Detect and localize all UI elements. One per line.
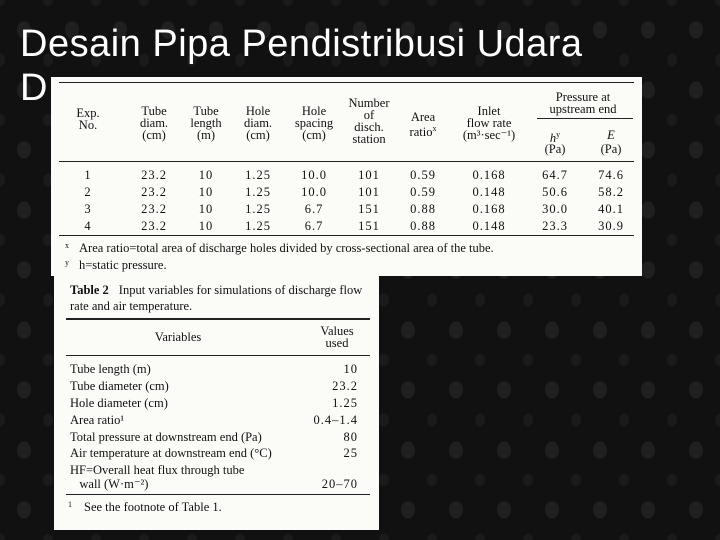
table-2-row: Air temperature at downstream end (°C) 25 — [70, 446, 358, 460]
table-2-row: wall (W·m⁻²) 20–70 — [70, 477, 358, 491]
table-1-cell: 6.7 — [304, 202, 324, 216]
table-2-image — [54, 276, 379, 530]
header-hole-diam: Hole diam. (cm) — [243, 104, 273, 142]
table-1-cell: 23.2 — [141, 185, 167, 199]
table-2-header-rule — [66, 355, 370, 356]
table-1-cell: 0.59 — [410, 168, 436, 182]
table-1-cell: 10 — [198, 219, 214, 233]
table-2-label: Table 2 — [70, 283, 109, 297]
table-1-cell: 23.2 — [141, 219, 167, 233]
header-exp-no: Exp. No. — [76, 106, 100, 132]
table-1-cell: 6.7 — [304, 219, 324, 233]
header-e-unit: (Pa) — [600, 142, 622, 156]
table-2-top-rule — [66, 318, 370, 320]
table-1-cell: 0.148 — [472, 185, 506, 199]
table-2-row: Tube diameter (cm) 23.2 — [70, 379, 358, 393]
table-1-cell: 58.2 — [598, 185, 624, 199]
table-1-cell: 23.3 — [542, 219, 568, 233]
table-2-row: Tube length (m) 10 — [70, 362, 358, 376]
header-h: $h^y$ — [549, 130, 561, 146]
table-1-cell: 1.25 — [245, 219, 271, 233]
table-1-cell: 3 — [84, 202, 92, 216]
header-pressure-upstream: Pressure at upstream end — [549, 90, 617, 116]
table-2-caption: Table 2 Input variables for simulations of discharge flow rate and air temperature. — [70, 283, 363, 313]
table-1-cell: 23.2 — [141, 202, 167, 216]
table-1-cell: 10.0 — [301, 185, 327, 199]
table-1-cell: 50.6 — [542, 185, 568, 199]
table-2-footnote: $^1$ See the footnote of Table 1. — [68, 500, 222, 514]
table-1-cell: 30.9 — [598, 219, 624, 233]
header-hole-spacing: Hole spacing (cm) — [294, 104, 334, 142]
table-1-footnote-x: $^x$ Area ratio=total area of discharge holes divided by cross-sectional area of the tube. — [65, 241, 494, 255]
table-1-cell: 101 — [358, 168, 380, 182]
table-1-cell: 0.148 — [472, 219, 506, 233]
table-1-cell: 40.1 — [598, 202, 624, 216]
table-1-cell: 1.25 — [245, 168, 271, 182]
table-1-cell: 1.25 — [245, 202, 271, 216]
table-1-cell: 0.88 — [410, 219, 436, 233]
h-footnote-mark: y — [556, 130, 561, 139]
table-2-col-variables: Variables — [154, 330, 202, 344]
header-inlet-flow-rate: Inlet flow rate (m³·sec⁻¹) — [462, 104, 516, 142]
table-1-footnote-y: $^y$ h=static pressure. — [65, 258, 167, 272]
table-2-row: Hole diameter (cm) 1.25 — [70, 396, 358, 410]
table-2-bottom-rule — [66, 494, 370, 495]
table-1-cell: 10.0 — [301, 168, 327, 182]
slide-title: Desain Pipa Pendistribusi Udara D — [20, 23, 583, 109]
table-1-cell: 0.168 — [472, 202, 506, 216]
table-1-top-rule — [59, 82, 634, 83]
table-2-row: Area ratio¹ 0.4–1.4 — [70, 413, 358, 427]
table-1-bottom-rule — [59, 235, 634, 236]
table-1-cell: 64.7 — [542, 168, 568, 182]
table-1-cell: 0.88 — [410, 202, 436, 216]
area-ratio-footnote-mark: x — [432, 124, 437, 133]
table-1-cell: 10 — [198, 185, 214, 199]
header-h-unit: (Pa) — [544, 142, 566, 156]
table-1-cell: 0.59 — [410, 185, 436, 199]
table-1-cell: 1.25 — [245, 185, 271, 199]
table-1-cell: 0.168 — [472, 168, 506, 182]
table-1-header-rule — [59, 161, 634, 162]
header-number-of-stations: Number of disch. station — [348, 96, 390, 146]
table-1-cell: 10 — [198, 168, 214, 182]
header-area-ratio: Area ratio$^x$ — [409, 110, 437, 140]
table-2-col-values: Values used — [320, 324, 354, 350]
table-1-image — [51, 77, 642, 276]
table-1-cell: 151 — [358, 219, 380, 233]
header-tube-diam: Tube diam. (cm) — [139, 104, 169, 142]
header-tube-length: Tube length (m) — [190, 104, 222, 142]
table-1-cell: 23.2 — [141, 168, 167, 182]
table-2-row: Total pressure at downstream end (Pa) 80 — [70, 430, 358, 444]
table-1-cell: 151 — [358, 202, 380, 216]
table-1-cell: 2 — [84, 185, 92, 199]
table-1-cell: 4 — [84, 219, 92, 233]
table-1-cell: 10 — [198, 202, 214, 216]
table-1-cell: 1 — [84, 168, 92, 182]
pressure-group-rule — [537, 118, 633, 119]
table-1-cell: 30.0 — [542, 202, 568, 216]
table-1-cell: 74.6 — [598, 168, 624, 182]
table-2-row: HF=Overall heat flux through tube — [70, 463, 245, 477]
header-e: E — [607, 128, 615, 142]
table-1-cell: 101 — [358, 185, 380, 199]
